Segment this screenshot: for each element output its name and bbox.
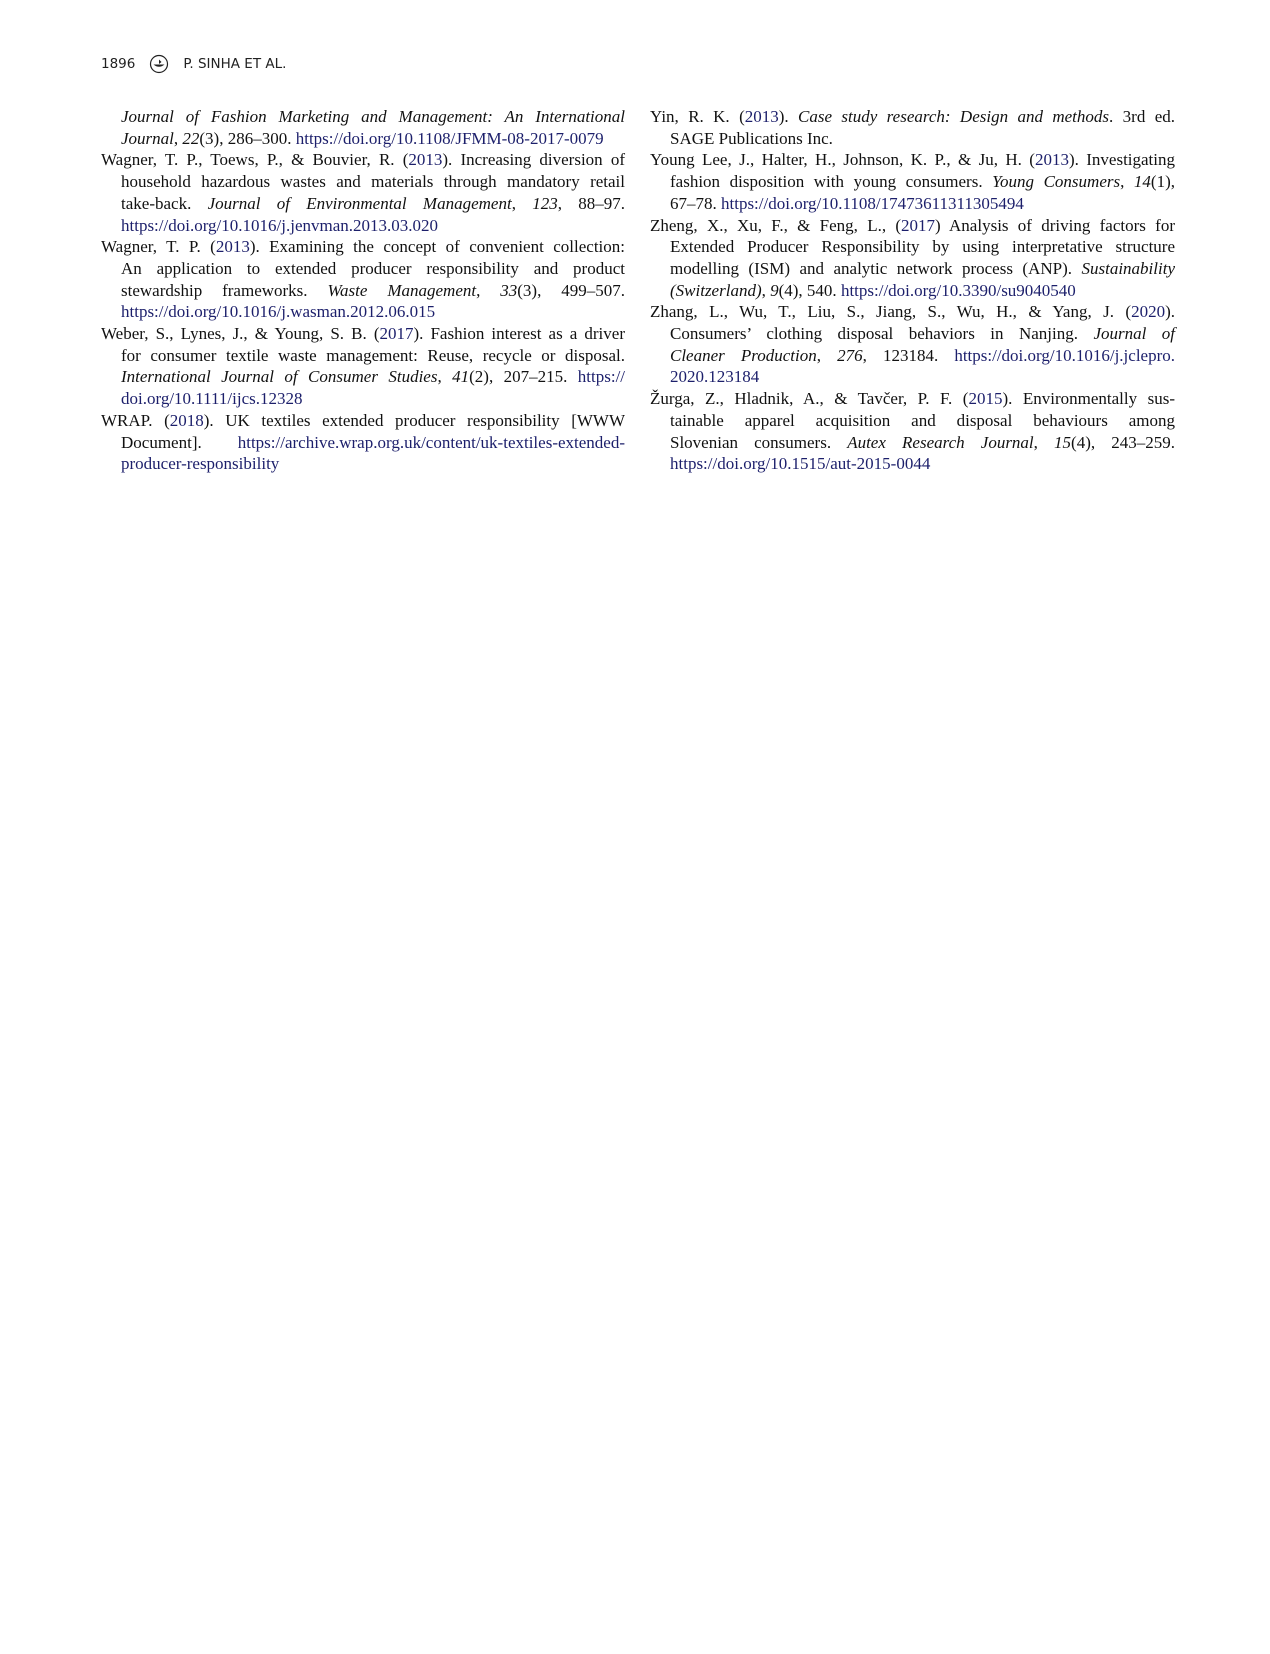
reference-text: (3), 286–300.: [199, 128, 296, 148]
reference-text: ,: [511, 193, 533, 213]
references-left-column: [101, 106, 625, 475]
reference-line: [650, 171, 1175, 193]
reference-line: [101, 323, 625, 345]
reference-line: [101, 453, 625, 475]
doi-link[interactable]: https://doi.org/10.1515/aut-2015-0044: [670, 454, 931, 474]
reference-text: Consumers’ clothing disposal behaviors in Nanjing.: [670, 324, 1094, 344]
italic-text: 41: [452, 367, 470, 387]
citation-year-link[interactable]: 2020: [1131, 302, 1166, 322]
reference-text: Zheng, X., Xu, F., & Feng, L., (: [650, 215, 902, 235]
reference-text: ). UK textiles extended producer responsibility [WWW: [203, 410, 625, 430]
italic-text: Autex Research Journal: [847, 432, 1034, 452]
reference-line: [101, 345, 625, 367]
reference-line: [101, 171, 625, 193]
reference-text: . 3rd ed.: [1109, 107, 1175, 126]
italic-text: Journal of Environmental Management: [207, 193, 512, 213]
reference-line: [101, 106, 625, 128]
doi-link[interactable]: https://doi.org/10.3390/su9040540: [840, 280, 1076, 300]
reference-text: Slovenian consumers.: [670, 432, 848, 452]
reference-text: ). Fashion interest as a driver: [413, 324, 625, 344]
reference-text: 67–78.: [670, 193, 721, 213]
reference-line: [101, 149, 625, 171]
reference-text: ).: [778, 107, 799, 126]
italic-text: 276: [837, 345, 863, 365]
reference-entry: [101, 323, 625, 410]
reference-text: ). Increasing diversion of: [442, 150, 625, 170]
references-right-column: [650, 106, 1175, 475]
reference-entry: [650, 106, 1175, 149]
reference-text: Document].: [121, 432, 238, 452]
reference-line: [101, 236, 625, 258]
page-number: 1896: [101, 56, 136, 72]
reference-line: [650, 345, 1175, 367]
italic-text: 15: [1054, 432, 1072, 452]
italic-text: 123: [532, 193, 558, 213]
reference-text: household hazardous wastes and materials through mandatory retail: [121, 172, 625, 192]
reference-line: [650, 280, 1175, 302]
doi-link[interactable]: https://doi.org/10.1108/JFMM-08-2017-0079: [295, 128, 604, 148]
reference-text: , 88–97.: [557, 193, 625, 213]
citation-year-link[interactable]: 2013: [215, 237, 250, 257]
doi-link[interactable]: producer-responsibility: [121, 454, 280, 474]
reference-entry: [650, 301, 1175, 388]
italic-text: (Switzerland): [670, 280, 762, 300]
reference-text: ). Environmentally sus-: [1002, 389, 1175, 409]
citation-year-link[interactable]: 2013: [408, 150, 443, 170]
reference-text: Extended Producer Responsibility by using interpretative structure: [670, 237, 1175, 257]
reference-line: [650, 106, 1175, 128]
reference-text: Wagner, T. P., Toews, P., & Bouvier, R. (: [101, 150, 409, 170]
citation-year-link[interactable]: 2017: [901, 215, 936, 235]
italic-text: 33: [500, 280, 518, 300]
reference-text: ). Examining the concept of convenient collection:: [249, 237, 625, 257]
reference-entry: [101, 236, 625, 323]
reference-entry: [101, 106, 625, 149]
doi-link[interactable]: https://: [577, 367, 626, 387]
reference-line: [650, 366, 1175, 388]
doi-link[interactable]: https://doi.org/10.1016/j.jclepro.: [954, 345, 1176, 365]
reference-text: ,: [437, 367, 453, 387]
reference-line: [650, 236, 1175, 258]
reference-text: WRAP. (: [101, 410, 170, 430]
running-head-authors: P. SINHA ET AL.: [183, 56, 287, 72]
citation-year-link[interactable]: 2013: [1034, 150, 1069, 170]
reference-entry: [650, 215, 1175, 302]
reference-line: [650, 258, 1175, 280]
reference-text: tainable apparel acquisition and disposal behaviours among: [670, 410, 1175, 430]
reference-text: Weber, S., Lynes, J., & Young, S. B. (: [101, 324, 380, 344]
reference-text: ) Analysis of driving factors for: [935, 215, 1175, 235]
italic-text: 22: [182, 128, 200, 148]
italic-text: 14: [1133, 172, 1151, 192]
reference-line: [101, 215, 625, 237]
reference-line: [650, 215, 1175, 237]
reference-line: [650, 453, 1175, 475]
italic-text: Journal: [121, 128, 174, 148]
italic-text: 9: [770, 280, 779, 300]
reference-line: [101, 280, 625, 302]
citation-year-link[interactable]: 2015: [968, 389, 1003, 409]
reference-text: fashion disposition with young consumers.: [670, 172, 993, 192]
reference-text: ,: [476, 280, 501, 300]
reference-line: [101, 301, 625, 323]
italic-text: Young Consumers: [992, 172, 1121, 192]
reference-entry: [650, 149, 1175, 214]
reference-text: take-back.: [121, 193, 208, 213]
reference-text: Wagner, T. P. (: [101, 237, 216, 257]
reference-text: (4), 243–259.: [1071, 432, 1175, 452]
reference-entry: [101, 410, 625, 475]
italic-text: Waste Management: [327, 280, 477, 300]
italic-text: Sustainability: [1081, 258, 1175, 278]
citation-year-link[interactable]: 2017: [379, 324, 414, 344]
reference-text: (1),: [1150, 172, 1175, 192]
doi-link[interactable]: https://doi.org/10.1016/j.wasman.2012.06.015: [121, 302, 436, 322]
reference-line: [650, 410, 1175, 432]
reference-text: Young Lee, J., Halter, H., Johnson, K. P., & Ju, H. (: [650, 150, 1035, 170]
reference-text: ,: [816, 345, 838, 365]
doi-link[interactable]: https://doi.org/10.1108/17473611311305494: [721, 193, 1024, 213]
doi-link[interactable]: https://archive.wrap.org.uk/content/uk-textiles-extended-: [237, 432, 625, 452]
reference-line: [101, 193, 625, 215]
reference-text: An application to extended producer responsibility and product: [121, 258, 625, 278]
reference-text: ). Investigating: [1068, 150, 1176, 170]
reference-line: [101, 366, 625, 388]
reference-line: [101, 410, 625, 432]
reference-line: [101, 258, 625, 280]
reference-line: [101, 432, 625, 454]
reference-text: Yin, R. K. (: [650, 107, 745, 126]
reference-text: for consumer textile waste management: Reuse, recycle or disposal.: [121, 345, 625, 365]
reference-entry: [101, 149, 625, 236]
running-header: [101, 54, 286, 74]
doi-link[interactable]: https://doi.org/10.1016/j.jenvman.2013.03.020: [121, 215, 439, 235]
italic-text: Journal of Fashion Marketing and Management: An International: [121, 107, 625, 126]
reference-text: , 123184.: [862, 345, 955, 365]
italic-text: International Journal of Consumer Studies: [121, 367, 438, 387]
reference-text: (3), 499–507.: [517, 280, 625, 300]
citation-year-link[interactable]: 2018: [169, 410, 204, 430]
publisher-logo-icon: [149, 54, 169, 74]
reference-line: [101, 128, 625, 150]
reference-line: [650, 432, 1175, 454]
reference-text: stewardship frameworks.: [121, 280, 328, 300]
reference-text: SAGE Publications Inc.: [670, 128, 833, 148]
reference-line: [650, 323, 1175, 345]
reference-line: [650, 128, 1175, 150]
reference-entry: [650, 388, 1175, 475]
reference-text: ,: [173, 128, 183, 148]
reference-text: ,: [761, 280, 771, 300]
reference-text: (2), 207–215.: [469, 367, 578, 387]
reference-text: modelling (ISM) and analytic network process (ANP).: [670, 258, 1082, 278]
doi-link[interactable]: doi.org/10.1111/ijcs.12328: [121, 389, 303, 409]
reference-text: Zhang, L., Wu, T., Liu, S., Jiang, S., Wu, H., & Yang, J. (: [650, 302, 1132, 322]
reference-text: ).: [1165, 302, 1175, 322]
reference-text: ,: [1033, 432, 1055, 452]
reference-text: (4), 540.: [778, 280, 841, 300]
reference-line: [650, 149, 1175, 171]
citation-year-link[interactable]: 2013: [744, 107, 779, 126]
italic-text: Case study research: Design and methods: [798, 107, 1110, 126]
reference-text: Žurga, Z., Hladnik, A., & Tavčer, P. F. (: [650, 389, 969, 409]
reference-text: ,: [1120, 172, 1134, 192]
doi-link[interactable]: 2020.123184: [670, 367, 760, 387]
italic-text: Cleaner Production: [670, 345, 817, 365]
reference-line: [650, 301, 1175, 323]
italic-text: Journal of: [1093, 324, 1176, 344]
reference-line: [650, 193, 1175, 215]
reference-line: [650, 388, 1175, 410]
reference-line: [101, 388, 625, 410]
